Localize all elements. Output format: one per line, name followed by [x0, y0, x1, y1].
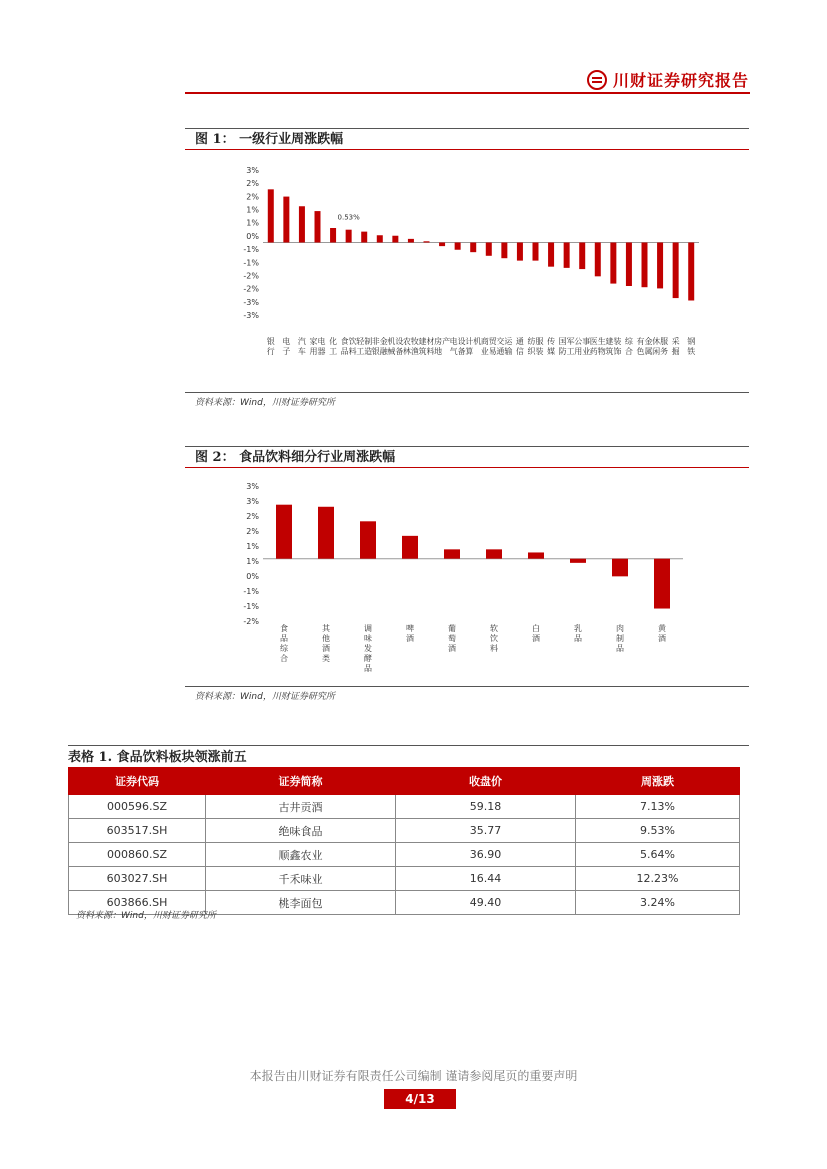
svg-text:运: 运 [504, 337, 513, 346]
bar-银行 [268, 189, 274, 242]
cell-change: 9.53% [576, 819, 740, 843]
y-tick-label: 2% [246, 527, 259, 536]
svg-text:事: 事 [582, 337, 591, 346]
svg-text:饮: 饮 [490, 634, 498, 643]
x-tick-label [298, 336, 306, 356]
x-tick-label [403, 336, 419, 356]
bar-食品综合 [276, 505, 292, 559]
svg-text:葡: 葡 [448, 624, 456, 633]
bar-化工 [330, 228, 336, 243]
figure1-source: 资料来源：Wind，川财证券研究所 [185, 392, 749, 414]
svg-text:啤: 啤 [406, 624, 414, 633]
table-row [69, 843, 740, 867]
svg-text:输: 输 [504, 347, 513, 356]
svg-text:筑: 筑 [418, 347, 427, 356]
bar-白酒 [528, 552, 544, 558]
svg-text:物: 物 [597, 347, 606, 356]
table-source: 资料来源：Wind，川财证券研究所 [76, 911, 216, 921]
svg-text:酒: 酒 [322, 644, 330, 653]
svg-text:渔: 渔 [410, 347, 419, 356]
x-tick-label [481, 336, 498, 356]
x-tick-label [528, 336, 544, 356]
svg-text:易: 易 [488, 347, 497, 356]
x-tick-label [637, 336, 653, 356]
x-tick-label [496, 336, 513, 356]
y-tick-label: 2% [246, 179, 259, 189]
svg-text:业: 业 [582, 347, 591, 356]
svg-text:调: 调 [364, 624, 372, 633]
svg-text:医: 医 [589, 337, 598, 346]
header-name: 证券简称 [206, 768, 396, 795]
figure2-title: 图 2： 食品饮料细分行业周涨跌幅 [185, 446, 749, 468]
x-tick-label [516, 336, 524, 356]
cell-close: 35.77 [396, 819, 576, 843]
bar-建筑装饰 [610, 243, 616, 284]
page-number: 4/13 [384, 1089, 456, 1109]
cell-name: 千禾味业 [206, 867, 396, 891]
bar-采掘 [673, 243, 679, 299]
svg-text:酒: 酒 [658, 634, 666, 643]
svg-text:装: 装 [613, 337, 622, 346]
svg-text:合: 合 [280, 654, 288, 663]
svg-text:建: 建 [605, 337, 614, 346]
header-close: 收盘价 [396, 768, 576, 795]
figure1-title: 图 1： 一级行业周涨跌幅 [185, 128, 749, 150]
svg-text:机: 机 [387, 337, 396, 346]
svg-text:金: 金 [379, 337, 388, 346]
svg-text:地: 地 [434, 347, 443, 356]
svg-text:媒: 媒 [547, 347, 556, 356]
x-tick-label [687, 336, 695, 356]
svg-text:业: 业 [480, 347, 489, 356]
y-tick-label: -1% [243, 245, 259, 255]
x-tick-label [419, 336, 435, 356]
y-tick-label: 2% [246, 512, 259, 521]
svg-text:算: 算 [465, 347, 474, 356]
svg-text:融: 融 [379, 347, 388, 356]
svg-text:饮: 饮 [348, 337, 357, 346]
svg-text:军: 军 [566, 337, 575, 346]
svg-text:萄: 萄 [448, 634, 456, 643]
svg-text:车: 车 [297, 347, 306, 356]
svg-text:电: 电 [449, 337, 458, 346]
svg-text:传: 传 [547, 337, 556, 346]
svg-text:钢: 钢 [687, 337, 696, 346]
svg-text:通: 通 [496, 347, 505, 356]
x-tick-label [448, 623, 456, 653]
y-tick-label: 0% [246, 572, 259, 581]
bar-家用电器 [315, 211, 321, 242]
svg-text:工: 工 [356, 347, 365, 356]
svg-text:料: 料 [348, 347, 357, 356]
header-code: 证券代码 [69, 768, 206, 795]
cell-name: 古井贡酒 [206, 795, 396, 819]
x-tick-label [532, 623, 540, 643]
bar-计算机 [470, 243, 476, 253]
svg-text:用: 用 [574, 347, 583, 356]
x-tick-label [310, 336, 326, 356]
bar-医药生物 [595, 243, 601, 277]
y-tick-label: 3% [246, 497, 259, 506]
bar-传媒 [548, 243, 554, 267]
header-change: 周涨跌 [576, 768, 740, 795]
bar-肉制品 [612, 559, 628, 577]
svg-text:器: 器 [317, 347, 326, 356]
svg-text:电: 电 [317, 337, 326, 346]
svg-text:气: 气 [449, 347, 458, 356]
svg-text:其: 其 [322, 624, 330, 633]
bar-有色金属 [642, 243, 648, 288]
table-row [69, 867, 740, 891]
svg-text:合: 合 [624, 347, 633, 356]
figure2-source: 资料来源：Wind，川财证券研究所 [185, 686, 749, 708]
svg-text:掘: 掘 [671, 347, 680, 356]
bar-机械设备 [392, 236, 398, 243]
y-tick-label: -1% [243, 587, 259, 596]
x-tick-label [652, 336, 668, 356]
y-tick-label: 1% [246, 557, 259, 566]
bar-休闲服务 [657, 243, 663, 289]
y-tick-label: 1% [246, 205, 259, 215]
cell-name: 绝味食品 [206, 819, 396, 843]
svg-text:建: 建 [418, 337, 427, 346]
bar-啤酒 [402, 536, 418, 559]
svg-text:用: 用 [309, 347, 318, 356]
x-tick-label [406, 623, 414, 643]
svg-text:发: 发 [364, 644, 372, 653]
y-tick-label: -3% [243, 297, 259, 307]
x-tick-label [658, 623, 667, 643]
svg-text:防: 防 [558, 347, 567, 356]
svg-text:品: 品 [616, 644, 624, 653]
x-tick-label [282, 336, 290, 356]
y-tick-label: 3% [246, 166, 259, 175]
svg-text:黄: 黄 [658, 624, 666, 633]
bar-电气设备 [455, 243, 461, 250]
x-tick-label [465, 336, 481, 356]
svg-text:服: 服 [535, 337, 544, 346]
svg-text:计: 计 [465, 337, 474, 346]
bar-其他酒类 [318, 507, 334, 559]
x-tick-label [450, 336, 466, 356]
x-tick-label [574, 336, 590, 356]
top-gainers-table [68, 767, 740, 915]
svg-text:铁: 铁 [687, 347, 696, 356]
svg-text:房: 房 [434, 337, 443, 346]
table-title: 表格 1. 食品饮料板块领涨前五 [68, 745, 749, 768]
bar-乳品 [570, 559, 586, 563]
cell-change: 12.23% [576, 867, 740, 891]
svg-text:备: 备 [395, 347, 404, 356]
svg-text:采: 采 [671, 337, 680, 346]
svg-text:休: 休 [652, 337, 661, 346]
svg-text:纺: 纺 [527, 337, 536, 346]
svg-text:交: 交 [496, 337, 505, 346]
svg-text:工: 工 [329, 347, 338, 356]
svg-text:品: 品 [574, 634, 582, 643]
bar-建筑材料 [424, 241, 430, 242]
bar-公用事业 [579, 243, 585, 270]
svg-text:银: 银 [371, 347, 380, 356]
svg-text:酒: 酒 [532, 634, 540, 643]
cell-name: 桃李面包 [206, 891, 396, 915]
bar-商业贸易 [486, 243, 492, 256]
x-tick-label [372, 336, 389, 356]
svg-text:备: 备 [457, 347, 466, 356]
footer-disclaimer: 本报告由川财证券有限责任公司编制 谨请参阅尾页的重要声明 [249, 1069, 578, 1083]
svg-text:酒: 酒 [448, 644, 456, 653]
brand-text: 川财证券研究报告 [612, 71, 749, 90]
bar-通信 [517, 243, 523, 261]
y-tick-label: -1% [243, 258, 259, 268]
svg-text:商: 商 [480, 337, 489, 346]
company-logo-icon [587, 70, 607, 90]
svg-text:有: 有 [636, 337, 645, 346]
bar-综合 [626, 243, 632, 287]
bar-钢铁 [688, 243, 694, 301]
x-tick-label [341, 336, 357, 356]
x-tick-label [267, 336, 275, 356]
svg-text:金: 金 [644, 337, 653, 346]
svg-text:材: 材 [426, 337, 435, 346]
bar-国防军工 [564, 243, 570, 268]
svg-text:农: 农 [402, 337, 411, 346]
svg-text:饰: 饰 [613, 347, 622, 356]
x-tick-label [434, 336, 450, 356]
cell-change: 5.64% [576, 843, 740, 867]
svg-text:产: 产 [442, 337, 451, 346]
bar-黄酒 [654, 559, 670, 609]
x-tick-label [605, 336, 621, 356]
cell-code: 000860.SZ [69, 843, 206, 867]
svg-text:品: 品 [280, 634, 288, 643]
svg-text:银: 银 [266, 337, 275, 346]
svg-text:筑: 筑 [605, 347, 614, 356]
svg-text:药: 药 [589, 347, 598, 356]
table-row [69, 795, 740, 819]
x-tick-label [672, 336, 680, 356]
svg-text:类: 类 [322, 654, 330, 663]
cell-code: 603517.SH [69, 819, 206, 843]
x-tick-label [590, 336, 606, 356]
svg-text:轻: 轻 [356, 337, 365, 346]
svg-text:国: 国 [558, 337, 567, 346]
cell-code: 000596.SZ [69, 795, 206, 819]
svg-text:牧: 牧 [410, 337, 419, 346]
x-tick-label [574, 623, 582, 643]
cell-close: 36.90 [396, 843, 576, 867]
header-divider [185, 92, 750, 94]
bar-软饮料 [486, 549, 502, 558]
svg-text:汽: 汽 [297, 337, 306, 346]
y-tick-label: 2% [246, 192, 259, 202]
svg-text:工: 工 [566, 347, 575, 356]
svg-text:品: 品 [340, 347, 349, 356]
x-tick-label [387, 336, 403, 356]
y-tick-label: -2% [243, 284, 259, 294]
svg-text:闲: 闲 [652, 347, 661, 356]
svg-text:械: 械 [387, 347, 396, 356]
svg-text:料: 料 [426, 347, 435, 356]
svg-text:信: 信 [515, 347, 524, 356]
svg-text:软: 软 [490, 624, 498, 633]
x-tick-label [559, 337, 575, 356]
svg-text:白: 白 [532, 624, 540, 633]
svg-text:机: 机 [473, 337, 482, 346]
bar-食品饮料 [346, 230, 352, 243]
svg-text:他: 他 [322, 634, 330, 643]
svg-text:子: 子 [282, 347, 291, 356]
y-tick-label: -2% [243, 617, 259, 626]
svg-text:生: 生 [597, 337, 606, 346]
x-tick-label [329, 336, 337, 356]
x-tick-label [364, 624, 372, 673]
svg-text:林: 林 [402, 347, 411, 356]
svg-text:电: 电 [282, 337, 291, 346]
svg-text:设: 设 [457, 337, 466, 346]
svg-text:织: 织 [527, 347, 536, 356]
figure1-chart [185, 160, 749, 385]
bar-房地产 [439, 243, 445, 247]
svg-text:造: 造 [364, 347, 373, 356]
table-row [69, 819, 740, 843]
y-tick-label: 3% [246, 482, 259, 491]
cell-code: 603027.SH [69, 867, 206, 891]
y-tick-label: 1% [246, 542, 259, 551]
cell-change: 7.13% [576, 795, 740, 819]
x-tick-label [356, 336, 372, 356]
bar-调味发酵品 [360, 521, 376, 558]
svg-text:酵: 酵 [364, 654, 372, 663]
x-tick-label [322, 623, 331, 663]
cell-close: 49.40 [396, 891, 576, 915]
svg-text:服: 服 [660, 337, 669, 346]
x-tick-label [616, 623, 624, 653]
svg-text:化: 化 [329, 337, 338, 346]
cell-code: 603866.SH [69, 891, 206, 915]
svg-text:公: 公 [574, 337, 583, 346]
y-tick-label: 1% [246, 218, 259, 228]
svg-text:贸: 贸 [488, 337, 497, 346]
bar-交通运输 [501, 243, 507, 259]
svg-text:制: 制 [364, 337, 373, 346]
svg-text:家: 家 [309, 337, 318, 346]
svg-text:酒: 酒 [406, 634, 414, 643]
svg-text:食: 食 [340, 337, 349, 346]
svg-text:乳: 乳 [574, 624, 582, 633]
y-tick-label: -1% [243, 602, 259, 611]
cell-close: 59.18 [396, 795, 576, 819]
figure2-chart [185, 476, 749, 681]
bar-葡萄酒 [444, 549, 460, 558]
svg-text:通: 通 [515, 337, 524, 346]
svg-text:设: 设 [395, 337, 404, 346]
y-tick-label: -3% [243, 311, 259, 320]
header-brand [587, 68, 749, 91]
svg-text:食: 食 [280, 624, 288, 633]
x-tick-label [280, 623, 289, 663]
svg-text:非: 非 [371, 337, 380, 346]
y-tick-label: -2% [243, 271, 259, 281]
bar-汽车 [299, 206, 305, 242]
x-tick-label [547, 336, 555, 356]
svg-text:综: 综 [624, 337, 633, 346]
x-tick-label [625, 336, 634, 356]
cell-close: 16.44 [396, 867, 576, 891]
svg-text:综: 综 [280, 644, 288, 653]
svg-text:料: 料 [490, 644, 498, 653]
svg-text:属: 属 [644, 347, 653, 356]
bar-农林牧渔 [408, 239, 414, 243]
bar-轻工制造 [361, 232, 367, 243]
bar-电子 [283, 197, 289, 243]
svg-text:制: 制 [616, 634, 624, 643]
bar-非银金融 [377, 235, 383, 242]
bar-纺织服装 [533, 243, 539, 261]
svg-text:肉: 肉 [616, 624, 624, 633]
data-label-annotation: 0.53% [337, 213, 360, 222]
cell-name: 顺鑫农业 [206, 843, 396, 867]
svg-text:味: 味 [364, 634, 372, 643]
svg-text:品: 品 [364, 664, 372, 673]
svg-text:务: 务 [660, 347, 669, 356]
table-header-row [69, 768, 740, 795]
y-tick-label: 0% [246, 231, 259, 241]
x-tick-label [490, 623, 498, 653]
svg-text:色: 色 [636, 347, 645, 356]
cell-change: 3.24% [576, 891, 740, 915]
svg-text:行: 行 [266, 347, 275, 356]
svg-text:装: 装 [535, 347, 544, 356]
